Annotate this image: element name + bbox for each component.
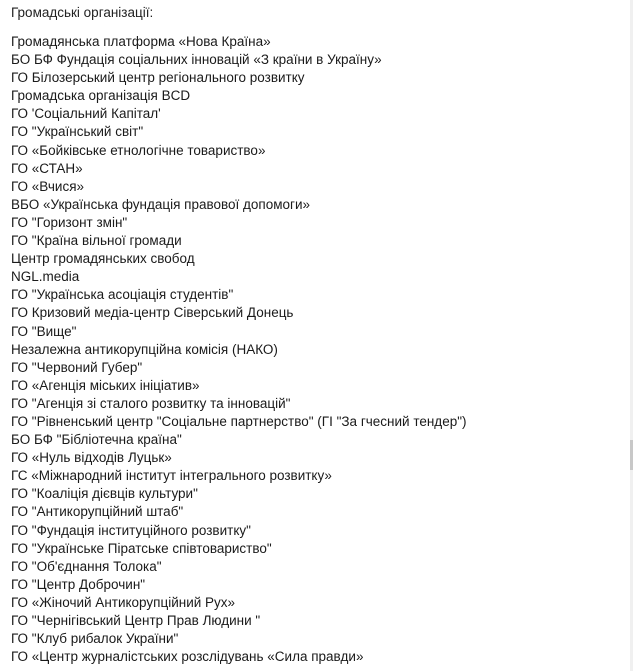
organization-item: ГО 'Соціальний Капітал' [11,106,161,122]
organization-item: Незалежна антикорупційна комісія (НАКО) [11,341,278,357]
organization-item: ГО «Бойківське етнологічне товариство» [11,142,266,158]
organization-item: ГО "Горизонт змін" [11,214,128,230]
organization-item: ГО «Центр журналістських розслідувань «Сила правди» [11,649,364,665]
organization-item: ГО "Рівненський центр "Соціальне партнерство" (ГІ "За гчесний тендер") [11,413,467,429]
organization-item: БО БФ "Бібліотечна країна" [11,432,182,448]
organization-item: Центр громадянських свобод [11,251,195,267]
organization-item: ГО "Українська асоціація студентів" [11,287,234,303]
organization-item: ГО "Країна вільної громади [11,233,182,249]
organization-item: ГО "Антикорупційний штаб" [11,504,184,520]
organization-item: ГО "Центр Доброчин" [11,576,146,592]
organization-item: ГО "Чернігівський Центр Прав Людини " [11,613,261,628]
organization-item: ГО "Український світ" [11,124,144,140]
organization-item: Громадська організація BCD [11,88,191,104]
organization-item: NGL.media [11,269,80,285]
organization-list [11,33,611,666]
organization-item: ГО "Вище" [11,323,77,339]
organization-item: ГО "Червоний Губер" [11,359,143,375]
organization-item: ГО «СТАН» [11,160,83,176]
organization-item: ГО Білозерський центр регіонального розвитку [11,70,305,86]
organization-item: ГО "Клуб рибалок України" [11,631,179,647]
organization-item: ГО "Об'єднання Толока" [11,558,162,574]
organization-item: ГО «Жіночий Антикорупційний Рух» [11,594,236,610]
organization-item: ГО «Агенція міських ініціатив» [11,377,200,393]
organization-item: ВБО «Українська фундація правової допомоги» [11,196,311,212]
organization-item: ГО "Агенція зі сталого розвитку та інновацій" [11,395,291,411]
organization-item: ГО Кризовий медіа-центр Сіверський Донець [11,305,294,321]
organization-item: ГО "Українське Піратське співтовариство" [11,540,272,556]
organization-item: Громадянська платформа «Нова Країна» [11,34,271,49]
organization-item: ГО «Вчися» [11,178,85,194]
organization-item: ГС «Міжнародний інститут інтегрального розвитку» [11,468,332,484]
organization-item: ГО "Коаліція дієвців культури" [11,486,198,502]
section-heading: Громадські організації: [11,5,154,20]
organization-item: БО БФ Фундація соціальних інновацій «З країни в Україну» [11,52,382,68]
organization-item: ГО "Фундація інституційного розвитку" [11,522,251,538]
organization-item: ГО «Нуль відходів Луцьк» [11,450,172,466]
